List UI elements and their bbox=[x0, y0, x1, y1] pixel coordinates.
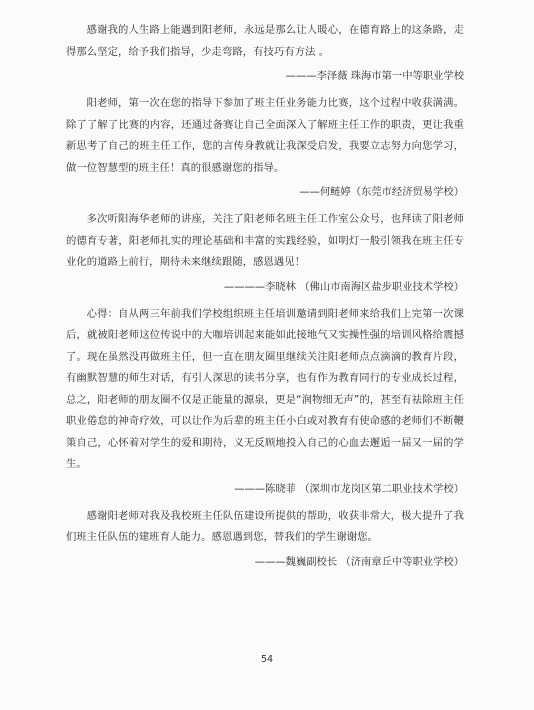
testimonial-paragraph: 感谢我的人生路上能遇到阳老师，永远是那么让人暖心，在德育路上的这条路，走得那么坚定，给予我们指导，少走弯路，有技巧有方法 。 bbox=[66, 24, 464, 58]
testimonial-signature: ———李泽薇 珠海市第一中等职业学校 bbox=[285, 70, 464, 82]
testimonial-signature: ———魏巍副校长 （济南章丘中等职业学校） bbox=[254, 555, 464, 568]
testimonials-content bbox=[66, 20, 464, 579]
testimonial-signature: ————李晓林 （佛山市南海区盐步职业技术学校） bbox=[223, 280, 464, 293]
testimonial-signature: ———陈晓菲 （深圳市龙岗区第二职业技术学校） bbox=[234, 482, 464, 495]
testimonial-signature: ——何鲢婷（东莞市经济贸易学校） bbox=[299, 186, 464, 198]
testimonial-paragraph: 阳老师，第一次在您的指导下参加了班主任业务能力比赛，这个过程中收获满满。除了了解了比赛的内容，还通过备赛让自己全面深入了解班主任工作的职责，更让我重新思考了自己的班主任工作，您的言传身教就让我深受启发，我要立志努力向您学习，做一位智慧型的班主任！真的很感谢您的指导。 bbox=[66, 97, 464, 174]
testimonial-paragraph: 心得：自从两三年前我们学校组织班主任培训邀请到阳老师来给我们上完第一次课后，就被阳老师这位传说中的大咖培训起来能如此接地气又实操性强的培训风格给震撼了。现在虽然没再做班主任，但一直在朋友圈里继续关注阳老师点点滴滴的教育片段，有幽默智慧的师生对话，有引人深思的读书分享，也有作为教育同行的专业成长过程，总之，阳老师的朋友圈不仅是正能量的源泉，更是“润物细无声”的，甚至有祛除班主任职业倦怠的神奇疗效，可以让作为后辈的班主任小白或对教育有使命感的老师们不断鞭策自己，心怀着对学生的爱和期待，义无反顾地投入自己的心血去邂逅一届又一届的学生。 bbox=[66, 307, 464, 470]
testimonial-paragraph: 多次听阳海华老师的讲座，关注了阳老师名班主任工作室公众号，也拜读了阳老师的德育专著，阳老师扎实的理论基础和丰富的实践经验，如明灯一般引领我在班主任专业化的道路上前行，期待未来继续跟随，感恩遇见！ bbox=[66, 213, 464, 268]
testimonial-paragraph: 感谢阳老师对我及我校班主任队伍建设所提供的帮助，收获非常大，极大提升了我们班主任队伍的建班育人能力。感恩遇到您，替我们的学生谢谢您。 bbox=[66, 509, 464, 543]
page-number: 54 bbox=[260, 654, 274, 665]
